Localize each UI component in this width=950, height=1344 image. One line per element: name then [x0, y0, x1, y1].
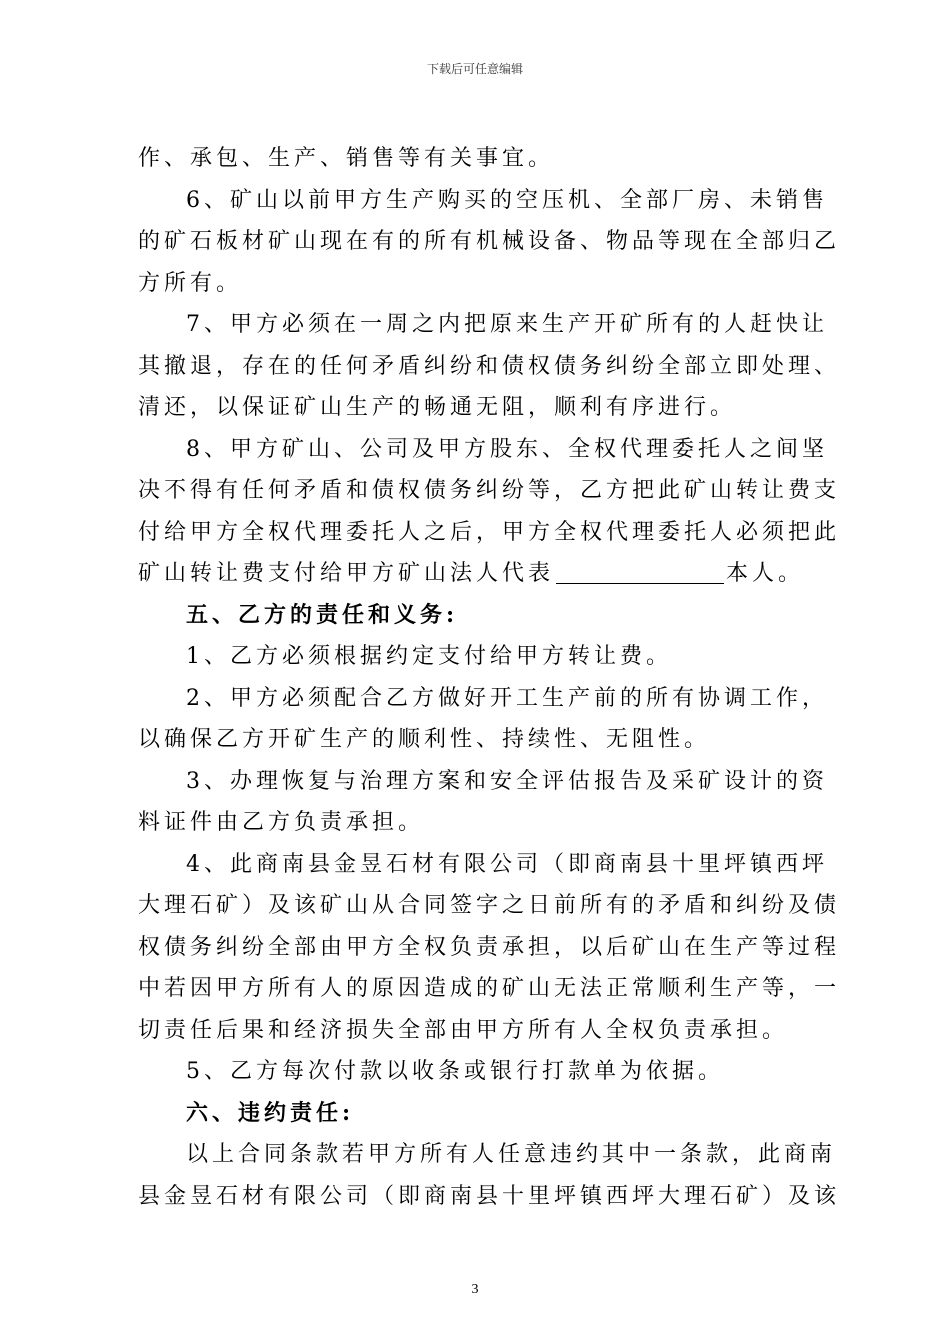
paragraph-line: 大理石矿）及该矿山从合同签字之日前所有的矛盾和纠纷及债 [138, 893, 841, 918]
paragraph-line: 4、此商南县金昱石材有限公司（即商南县十里坪镇西坪 [186, 851, 828, 877]
line-text-after-blank: 本人。 [726, 561, 805, 586]
paragraph-line: 7、甲方必须在一周之内把原来生产开矿所有的人赶快让 [186, 312, 828, 337]
paragraph-line-with-blank [138, 553, 813, 595]
paragraph-line: 其撤退，存在的任何矛盾纠纷和债权债务纠纷全部立即处理、 [138, 353, 841, 379]
paragraph-line: 的矿石板材矿山现在有的所有机械设备、物品等现在全部归乙 [138, 229, 841, 254]
signature-blank-underline [556, 559, 724, 584]
paragraph-line: 2、甲方必须配合乙方做好开工生产前的所有协调工作， [186, 685, 828, 711]
paragraph-line: 以上合同条款若甲方所有人任意违约其中一条款，此商南 [186, 1142, 837, 1167]
document-body [138, 138, 841, 1217]
paragraph-line: 8、甲方矿山、公司及甲方股东、全权代理委托人之间坚 [186, 436, 828, 462]
paragraph-line: 1、乙方必须根据约定支付给甲方转让费。 [186, 644, 672, 669]
paragraph-line: 作、承包、生产、销售等有关事宜。 [138, 146, 555, 171]
paragraph-line: 决不得有任何矛盾和债权债务纠纷等，乙方把此矿山转让费支 [138, 478, 841, 503]
paragraph-line: 县金昱石材有限公司（即商南县十里坪镇西坪大理石矿）及该 [138, 1183, 841, 1209]
paragraph-line: 清还，以保证矿山生产的畅通无阻，顺利有序进行。 [138, 395, 737, 420]
paragraph-line: 方所有。 [138, 270, 243, 296]
section-heading: 六、违约责任: [186, 1099, 355, 1126]
paragraph-line: 付给甲方全权代理委托人之后，甲方全权代理委托人必须把此 [138, 519, 841, 545]
page-header: 下载后可任意编辑 [426, 62, 523, 76]
paragraph-line: 5、乙方每次付款以收条或银行打款单为依据。 [186, 1059, 724, 1084]
paragraph-line: 3、办理恢复与治理方案和安全评估报告及采矿设计的资 [186, 768, 828, 794]
line-text-before-blank: 矿山转让费支付给甲方矿山法人代表 [138, 561, 555, 586]
page-number: 3 [471, 1282, 479, 1297]
paragraph-line: 以确保乙方开矿生产的顺利性、持续性、无阻性。 [138, 727, 711, 752]
paragraph-line: 权债务纠纷全部由甲方全权负责承担，以后矿山在生产等过程 [138, 934, 841, 960]
paragraph-line: 料证件由乙方负责承担。 [138, 810, 425, 835]
paragraph-line: 切责任后果和经济损失全部由甲方所有人全权负责承担。 [138, 1017, 789, 1043]
paragraph-line: 中若因甲方所有人的原因造成的矿山无法正常顺利生产等，一 [138, 976, 841, 1001]
section-heading: 五、乙方的责任和义务: [186, 601, 459, 628]
paragraph-line: 6、矿山以前甲方生产购买的空压机、全部厂房、未销售 [186, 187, 828, 213]
